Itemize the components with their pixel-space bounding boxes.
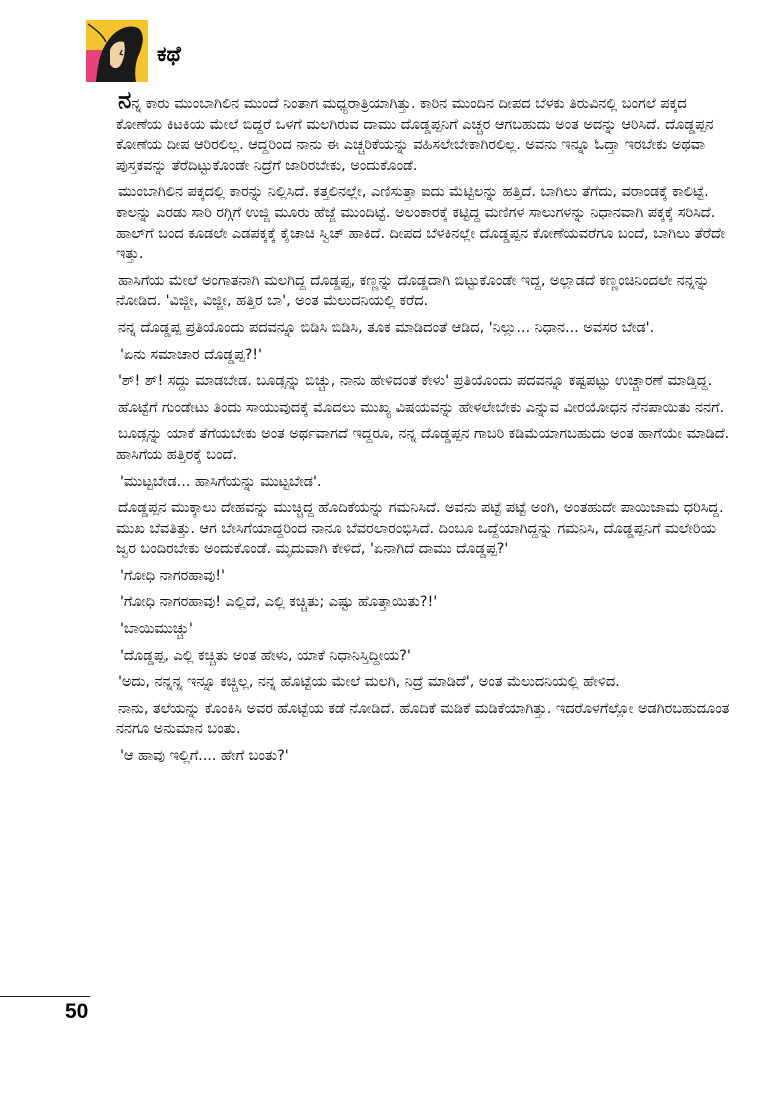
page-number: 50 [65, 1000, 89, 1023]
footer-divider [0, 996, 90, 997]
dialogue-line: 'ಮುಟ್ಟಬೇಡ... ಹಾಸಿಗೆಯನ್ನು ಮುಟ್ಟಬೇಡ'. [120, 472, 322, 490]
dialogue-line: 'ಗೋಧಿ ನಾಗರಹಾವು! ಎಲ್ಲಿದೆ, ಎಲ್ಲಿ ಕಚ್ಚಿತು; ಎಷ್ಟು ಹೊತ್ತಾಯಿತು?!' [120, 593, 438, 611]
dialogue-line: 'ದೊಡ್ಡಪ್ಪ, ಎಲ್ಲಿ ಕಚ್ಚಿತು ಅಂತ ಹೇಳು, ಯಾಕೆ ನಿಧಾನಿಸ್ತಿದ್ದೀಯ?' [120, 646, 411, 664]
paragraph: ಹಾಸಿಗೆಯ ಮೇಲೆ ಅಂಗಾತನಾಗಿ ಮಲಗಿದ್ದ ದೊಡ್ಡಪ್ಪ, ಕಣ್ಣನ್ನು ದೊಡ್ಡದಾಗಿ ಬಿಟ್ಟುಕೊಂಡೇ ಇದ್ದ, ಅಲ್ಲಾಡದೆ ಕಣ್ಣಂಚಿನಿಂದಲೇ ನನ್ನನ್ನು ನೋಡಿದ. 'ವಿಜ್ಜೀ, ವಿಜ್ಜೀ, ಹತ್ತಿರ ಬಾ', ಅಂತ ಮೆಲುದನಿಯಲ್ಲಿ ಕರೆದ. [116, 271, 710, 310]
paragraph: ಬೂಡ್ಸನ್ನು ಯಾಕೆ ತೆಗೆಯಬೇಕು ಅಂತ ಅರ್ಥವಾಗದೆ ಇದ್ದರೂ, ನನ್ನ ದೊಡ್ಡಪ್ಪನ ಗಾಬರಿ ಕಡಿಮೆಯಾಗಬಹುದು ಅಂತ ಹಾಗೆಯೇ ಮಾಡಿದೆ. ಹಾಸಿಗೆಯ ಹತ್ತಿರಕ್ಕೆ ಬಂದೆ. [116, 425, 730, 463]
paragraph: 'ಅದು, ನನ್ನನ್ನ ಇನ್ನೂ ಕಚ್ಚಿಲ್ಲ, ನನ್ನ ಹೊಟ್ಟೆಯ ಮೇಲೆ ಮಲಗಿ, ನಿದ್ರೆ ಮಾಡಿದೆ', ಅಂತ ಮೆಲುದನಿಯಲ್ಲಿ ಹೇಳಿದ. [118, 673, 620, 691]
paragraph: ನಾನು, ತಲೆಯನ್ನು ಕೊಂಕಿಸಿ ಅವರ ಹೊಟ್ಟೆಯ ಕಡೆ ನೋಡಿದೆ. ಹೊದಿಕೆ ಮಡಿಕೆ ಮಡಿಕೆಯಾಗಿತ್ತು. ಇದರೊಳಗೆಲ್ಲೋ ಅಡಗಿರಬಹುದೂಂತ ನನಗೂ ಅನುಮಾನ ಬಂತು. [116, 699, 730, 738]
paragraph: 'ಶ್! ಶ್! ಸದ್ದು ಮಾಡಬೇಡ. ಬೂಡ್ಸನ್ನು ಬಿಚ್ಚು, ನಾನು ಹೇಳಿದಂತೆ ಕೇಳು' ಪ್ರತಿಯೊಂದು ಪದವನ್ನೂ ಕಷ್ಟಪಟ್ಟು ಉಚ್ಚಾರಣೆ ಮಾಡ್ತಿದ್ದ. [118, 372, 713, 390]
dialogue-line: 'ಏನು ಸಮಾಚಾರ ದೊಡ್ಡಪ್ಪ?!' [120, 345, 262, 363]
paragraph: ದೊಡ್ಡಪ್ಪನ ಮುಕ್ಕಾಲು ದೇಹವನ್ನು ಮುಚ್ಚಿದ್ದ ಹೊದಿಕೆಯನ್ನು ಗಮನಿಸಿದೆ. ಅವನು ಪಟ್ಟೆ ಪಟ್ಟೆ ಅಂಗಿ, ಅಂತಹುದೇ ಪಾಯಿಜಾಮ ಧರಿಸಿದ್ದ. ಮುಖ ಬೆವತಿತ್ತು. ಆಗ ಬೇಸಿಗೆಯಾದ್ದರಿಂದ ನಾನೂ ಬೆವರಲಾರಂಭಿಸಿದೆ. ದಿಂಬೂ ಒದ್ದೆಯಾಗಿದ್ದನ್ನು ಗಮನಿಸಿ, ದೊಡ್ಡಪ್ಪನಿಗೆ ಮಲೇರಿಯ ಜ್ವರ ಬಂದಿರಬೇಕು ಅಂದುಕೊಂಡೆ. ಮೃದುವಾಗಿ ಕೇಳಿದೆ, 'ಏನಾಗಿದೆ ದಾಮು ದೊಡ್ಡಪ್ಪ?' [116, 499, 724, 558]
paragraph: ನನ್ನ ದೊಡ್ಡಪ್ಪ ಪ್ರತಿಯೊಂದು ಪದವನ್ನೂ ಬಿಡಿಸಿ ಬಿಡಿಸಿ, ತೂಕ ಮಾಡಿದಂತೆ ಆಡಿದ, 'ನಿಲ್ಲು... ನಿಧಾನ... ಅವಸರ ಬೇಡ'. [118, 318, 655, 336]
paragraph: ಹೊಟ್ಟೆಗೆ ಗುಂಡೇಟು ತಿಂದು ಸಾಯುವುದಕ್ಕೆ ಮೊದಲು ಮುಖ್ಯ ವಿಷಯವನ್ನು ಹೇಳಲೇಬೇಕು ಎನ್ನುವ ವೀರಯೋಧನ ನೆನಪಾಯಿತು ನನಗೆ. [118, 398, 724, 416]
story-body [116, 86, 734, 773]
section-title: ಕಥೆ [157, 42, 181, 66]
dialogue-line: 'ಗೋಧಿ ನಾಗರಹಾವು!' [120, 566, 225, 584]
paragraph: ಮುಂಬಾಗಿಲಿನ ಪಕ್ಕದಲ್ಲಿ ಕಾರನ್ನು ನಿಲ್ಲಿಸಿದೆ. ಕತ್ತಲಿನಲ್ಲೇ, ಎಣಿಸುತ್ತಾ ಐದು ಮೆಟ್ಟಿಲನ್ನು ಹತ್ತಿದೆ. ಬಾಗಿಲು ತೆಗೆದು, ವರಾಂಡಕ್ಕೆ ಕಾಲಿಟ್ಟೆ. ಕಾಲನ್ನು ಎರಡು ಸಾರಿ ರಗ್ಗಿಗೆ ಉಜ್ಜಿ ಮೂರು ಹೆಜ್ಜೆ ಮುಂದಿಟ್ಟೆ. ಅಲಂಕಾರಕ್ಕೆ ಕಟ್ಟಿದ್ದ ಮಣಿಗಳ ಸಾಲುಗಳನ್ನು ನಿಧಾನವಾಗಿ ಪಕ್ಕಕ್ಕೆ ಸರಿಸಿದೆ. ಹಾಲ್‌ಗೆ ಬಂದ ಕೂಡಲೇ ಎಡಪಕ್ಕಕ್ಕೆ ಕೈಚಾಚಿ ಸ್ವಿಚ್ ಹಾಕಿದೆ. ದೀಪದ ಬೆಳಕಿನಲ್ಲೇ ದೊಡ್ಡಪ್ಪನ ಕೋಣೆಯವರೆಗೂ ಬಂದೆ, ಬಾಗಿಲು ತೆರೆದೇ ಇತ್ತು. [116, 183, 726, 263]
dialogue-line: 'ಬಾಯಿಮುಚ್ಚು' [120, 620, 193, 638]
dialogue-line: 'ಆ ಹಾವು ಇಲ್ಲಿಗೆ.... ಹೇಗೆ ಬಂತು?' [120, 747, 289, 765]
woman-silhouette-logo-icon [86, 20, 148, 82]
page-header [86, 18, 386, 84]
paragraph: ನನ್ನ ಕಾರು ಮುಂಬಾಗಿಲಿನ ಮುಂದೆ ನಿಂತಾಗ ಮಧ್ಯರಾತ್ರಿಯಾಗಿತ್ತು. ಕಾರಿನ ಮುಂದಿನ ದೀಪದ ಬೆಳಕು ತಿರುವಿನಲ್ಲಿ ಬಂಗಲೆ ಪಕ್ಕದ ಕೋಣೆಯ ಕಿಟಕಿಯ ಮೇಲೆ ಬಿದ್ದರೆ ಒಳಗೆ ಮಲಗಿರುವ ದಾಮು ದೊಡ್ಡಪ್ಪನಿಗೆ ಎಚ್ಚರ ಆಗಬಹುದು ಅಂತ ಅದನ್ನು ಆರಿಸಿದೆ. ದೊಡ್ಡಪ್ಪನ ಕೋಣೆಯ ದೀಪ ಆರಿರಲಿಲ್ಲ. ಆದ್ದರಿಂದ ನಾನು ಈ ಎಚ್ಚರಿಕೆಯನ್ನು ವಹಿಸಲೇಬೇಕಾಗಿರಲಿಲ್ಲ. ಅವನು ಇನ್ನೂ ಓದ್ತಾ ಇರಬೇಕು ಅಥವಾ ಪುಸ್ತಕವನ್ನು ತೆರೆದಿಟ್ಟುಕೊಂಡೇ ನಿದ್ರೆಗೆ ಜಾರಿರಬೇಕು, ಅಂದುಕೊಂಡೆ. [116, 86, 714, 174]
